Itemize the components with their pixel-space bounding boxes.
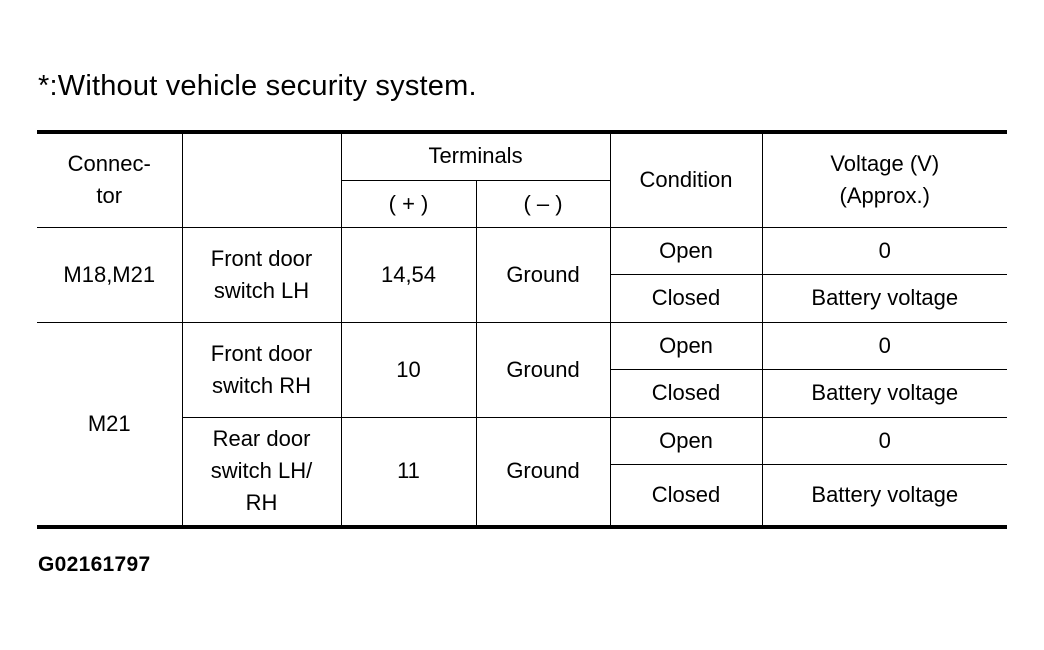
connector-header-line2: tor xyxy=(96,183,123,209)
table-row xyxy=(37,322,1007,369)
figure-id: G02161797 xyxy=(38,553,151,576)
switch-line: switch LH/ xyxy=(210,458,313,484)
switch-line: Rear door xyxy=(212,426,311,452)
inspection-table xyxy=(37,130,1007,529)
switch-line: Front door xyxy=(210,245,313,271)
header-row xyxy=(37,132,1007,180)
table-row xyxy=(37,227,1007,274)
plus-terminal-cell: 11 xyxy=(341,417,476,527)
switch-cell xyxy=(182,227,341,322)
voltage-cell: Battery voltage xyxy=(762,369,1007,417)
voltage-cell: 0 xyxy=(762,417,1007,464)
switch-cell xyxy=(182,322,341,417)
switch-line: RH xyxy=(245,490,278,516)
switch-line: switch LH xyxy=(213,277,310,303)
blank-header xyxy=(182,132,341,227)
connector-header-line1: Connec- xyxy=(67,151,151,177)
plus-header: ( + ) xyxy=(341,180,476,227)
voltage-cell: 0 xyxy=(762,227,1007,274)
switch-line: switch RH xyxy=(211,372,311,398)
terminals-header: Terminals xyxy=(341,132,610,180)
connector-cell: M18,M21 xyxy=(37,227,182,322)
connector-header xyxy=(37,132,182,227)
voltage-header-line1: Voltage (V) xyxy=(830,151,940,177)
voltage-header xyxy=(762,132,1007,227)
condition-cell: Open xyxy=(610,227,762,274)
switch-line: Front door xyxy=(210,340,313,366)
condition-cell: Closed xyxy=(610,369,762,417)
condition-cell: Open xyxy=(610,322,762,369)
voltage-cell: Battery voltage xyxy=(762,464,1007,527)
minus-terminal-cell: Ground xyxy=(476,322,610,417)
minus-terminal-cell: Ground xyxy=(476,417,610,527)
connector-cell: M21 xyxy=(37,322,182,527)
security-note: *:Without vehicle security system. xyxy=(38,70,477,102)
voltage-header-line2: (Approx.) xyxy=(839,183,930,209)
voltage-cell: Battery voltage xyxy=(762,274,1007,322)
plus-terminal-cell: 14,54 xyxy=(341,227,476,322)
voltage-cell: 0 xyxy=(762,322,1007,369)
condition-cell: Open xyxy=(610,417,762,464)
plus-terminal-cell: 10 xyxy=(341,322,476,417)
minus-terminal-cell: Ground xyxy=(476,227,610,322)
minus-header: ( – ) xyxy=(476,180,610,227)
table-row xyxy=(37,417,1007,464)
condition-header: Condition xyxy=(610,132,762,227)
switch-cell xyxy=(182,417,341,527)
condition-cell: Closed xyxy=(610,464,762,527)
condition-cell: Closed xyxy=(610,274,762,322)
